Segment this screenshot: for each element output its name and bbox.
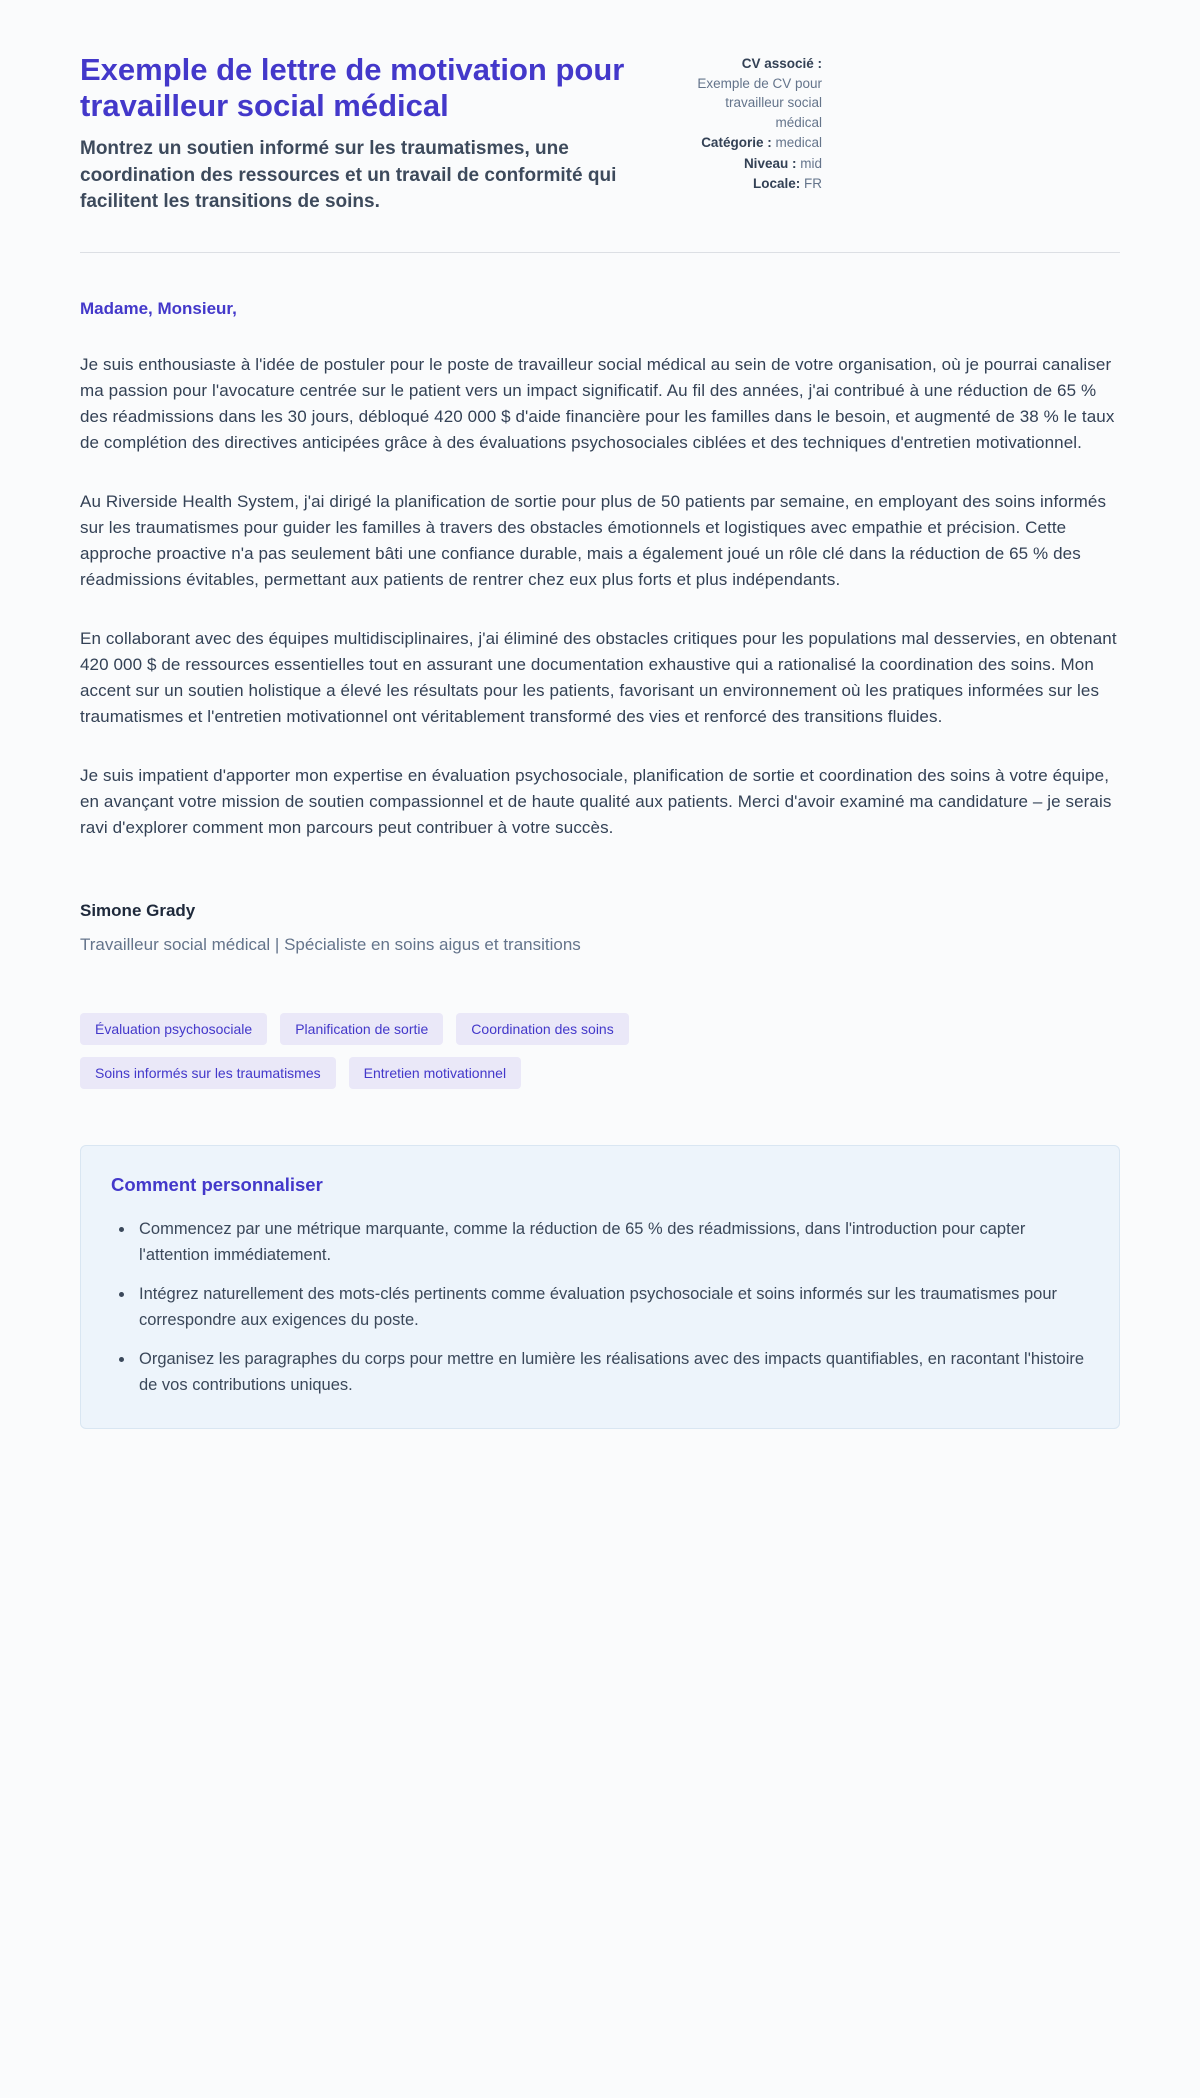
meta-level	[682, 154, 822, 174]
tip-item: • Commencez par une métrique marquante, comme la réduction de 65 % des réadmissions, dans l'introduction pour capter l'attention immédiatement.	[135, 1216, 1089, 1268]
meta-locale	[682, 174, 822, 194]
page-title: Exemple de lettre de motivation pour travailleur social médical	[80, 52, 625, 123]
tag-chip: Évaluation psychosociale	[80, 1013, 267, 1045]
title-block	[80, 52, 640, 216]
meta-category-label: Catégorie :	[701, 135, 772, 151]
page-header	[80, 52, 822, 216]
tip-item: • Intégrez naturellement des mots-clés pertinents comme évaluation psychosociale et soins informés sur les traumatismes pour correspondre aux exigences du poste.	[135, 1281, 1089, 1333]
tag-chip: Soins informés sur les traumatismes	[80, 1057, 336, 1089]
tag-chip: Planification de sortie	[280, 1013, 443, 1045]
tag-chip: Entretien motivationnel	[349, 1057, 521, 1089]
customization-tips-box	[80, 1145, 1120, 1429]
tips-list	[111, 1216, 1089, 1398]
meta-level-value: mid	[800, 155, 822, 171]
letter-paragraph: Je suis impatient d'apporter mon expertise en évaluation psychosociale, planification de sortie et coordination des soins à votre équipe, en avançant votre mission de soutien compassionnel et de haute qualité aux patients. Merci d'avoir examiné ma candidature – je serais ravi d'explorer comment mon parcours peut contribuer à votre succès.	[80, 766, 1112, 838]
letter-salutation: Madame, Monsieur,	[80, 299, 237, 319]
meta-block	[682, 52, 822, 194]
meta-locale-value: FR	[804, 176, 822, 192]
letter-paragraph: En collaborant avec des équipes multidisciplinaires, j'ai éliminé des obstacles critiques pour les populations mal desservies, en obtenant 420 000 $ de ressources essentielles tout en assurant une documentation exhaustive qui a rationalisé la coordination des soins. Mon accent sur un soutien holistique a élevé les résultats pour les patients, favorisant un environnement où les pratiques informées sur les traumatismes et l'entretien motivationnel ont véritablement transformé des vies et renforcé des transitions fluides.	[80, 629, 1117, 727]
tag-chip: Coordination des soins	[456, 1013, 628, 1045]
tip-item: • Organisez les paragraphes du corps pour mettre en lumière les réalisations avec des impacts quantifiables, en racontant l'histoire de vos contributions uniques.	[135, 1346, 1089, 1398]
tag-row	[80, 1013, 1120, 1045]
letter-paragraph: Au Riverside Health System, j'ai dirigé la planification de sortie pour plus de 50 patients par semaine, en employant des soins informés sur les traumatismes pour guider les familles à travers des obstacles émotionnels et logistiques avec empathie et précision. Cette approche proactive n'a pas seulement bâti une confiance durable, mais a également joué un rôle clé dans la réduction de 65 % des réadmissions évitables, permettant aux patients de rentrer chez eux plus forts et plus indépendants.	[80, 492, 1107, 590]
page-subtitle: Montrez un soutien informé sur les traumatismes, une coordination des ressources et un travail de conformité qui facilitent les transitions de soins.	[80, 138, 617, 213]
meta-locale-label: Locale:	[752, 176, 801, 192]
meta-cv-value: Exemple de CV pour travailleur social médical	[697, 75, 822, 130]
tag-row	[80, 1057, 1120, 1089]
signature-name: Simone Grady	[80, 901, 196, 921]
signature-title: Travailleur social médical | Spécialiste en soins aigus et transitions	[80, 935, 581, 955]
header-divider	[80, 252, 1120, 253]
page-container	[80, 0, 1120, 1549]
meta-category	[682, 133, 822, 153]
skill-tags	[80, 1013, 1120, 1089]
bottom-spacer	[80, 1429, 1120, 1549]
meta-cv-label: CV associé :	[741, 56, 822, 71]
letter-paragraph: Je suis enthousiaste à l'idée de postuler pour le poste de travailleur social médical au sein de votre organisation, où je pourrai canaliser ma passion pour l'avocature centrée sur le patient vers un impact significatif. Au fil des années, j'ai contribué à une réduction de 65 % des réadmissions dans les 30 jours, débloqué 420 000 $ d'aide financière pour les familles dans le besoin, et augmenté de 38 % le taux de complétion des directives anticipées grâce à des évaluations psychosociales ciblées et des techniques d'entretien motivationnel.	[80, 355, 1115, 453]
meta-category-value: medical	[775, 135, 822, 151]
tips-heading: Comment personnaliser	[111, 1174, 323, 1196]
meta-level-label: Niveau :	[743, 155, 797, 171]
